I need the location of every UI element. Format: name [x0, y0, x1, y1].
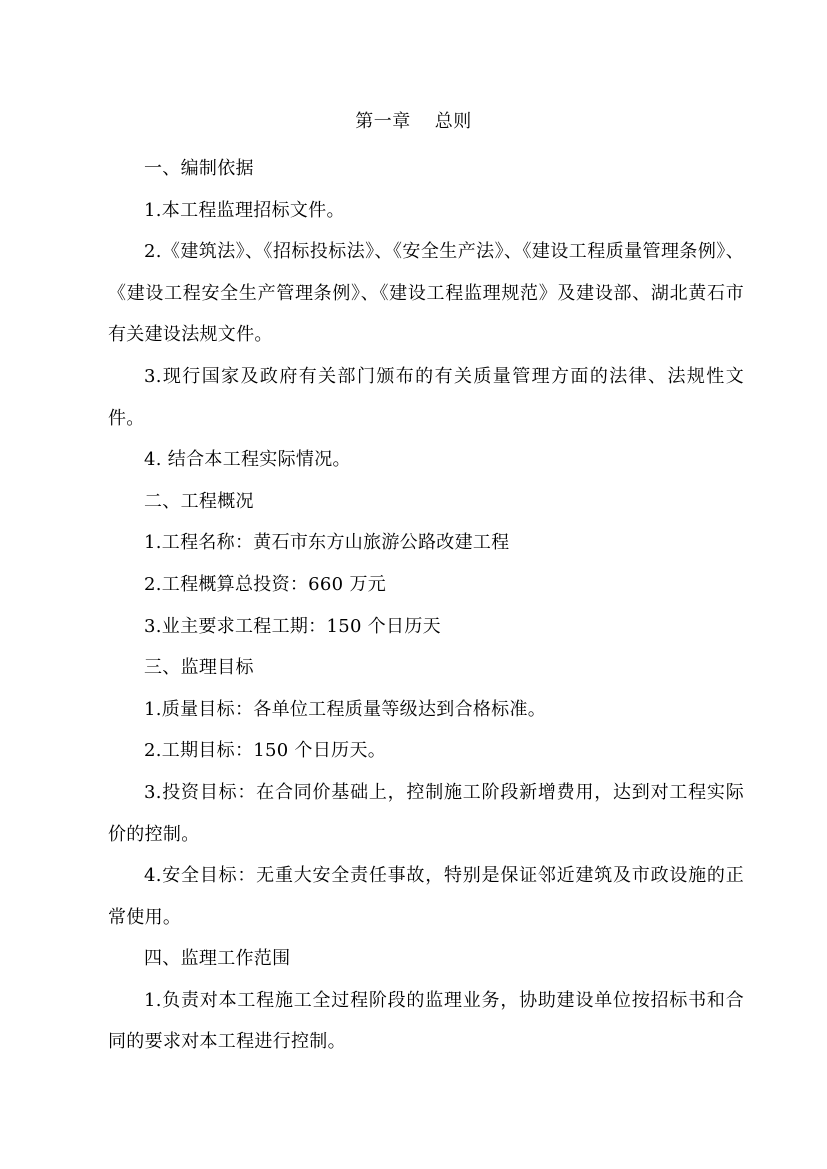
basis-item-4: 4. 结合本工程实际情况。 [144, 449, 351, 471]
overview-item-2: 2.工程概算总投资：660 万元 [144, 573, 387, 595]
document-body [108, 148, 744, 1063]
section-heading-overview: 二、工程概况 [144, 490, 254, 512]
chapter-name: 总则 [434, 111, 472, 132]
basis-item-1: 1.本工程监理招标文件。 [144, 199, 345, 221]
goals-item-2: 2.工期目标：150 个日历天。 [144, 740, 387, 762]
overview-item-1: 1.工程名称：黄石市东方山旅游公路改建工程 [144, 532, 510, 554]
goals-item-4: 4.安全目标：无重大安全责任事故，特别是保证邻近建筑及市政设施的正常使用。 [108, 865, 744, 928]
section-heading-goals: 三、监理目标 [144, 657, 254, 679]
basis-item-3: 3.现行国家及政府有关部门颁布的有关质量管理方面的法律、法规性文件。 [108, 365, 744, 429]
scope-item-1: 1.负责对本工程施工全过程阶段的监理业务，协助建设单位按招标书和合同的要求对本工程进行控制。 [108, 989, 744, 1053]
overview-item-3: 3.业主要求工程工期：150 个日历天 [144, 615, 441, 637]
basis-item-2: 2.《建筑法》、《招标投标法》、《安全生产法》、《建设工程质量管理条例》、《建设工程安全生产管理条例》、《建设工程监理规范》及建设部、湖北黄石市有关建设法规文件。 [108, 241, 744, 346]
chapter-number: 第一章 [355, 111, 411, 132]
chapter-title [0, 108, 827, 136]
section-heading-basis: 一、编制依据 [144, 158, 254, 179]
goals-item-3: 3.投资目标：在合同价基础上，控制施工阶段新增费用，达到对工程实际价的控制。 [108, 781, 744, 845]
goals-item-1: 1.质量目标：各单位工程质量等级达到合格标准。 [144, 698, 547, 720]
section-heading-scope: 四、监理工作范围 [144, 948, 291, 970]
